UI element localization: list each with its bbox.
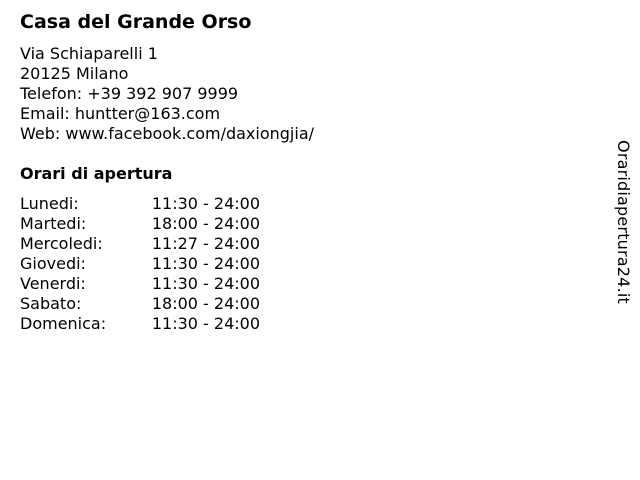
email-line: Email: huntter@163.com: [20, 104, 221, 123]
site-watermark: Oraridiapertura24.it: [614, 140, 633, 304]
hours-time-value: 11:30 - 24:00: [151, 274, 260, 293]
business-name: Casa del Grande Orso: [20, 11, 252, 33]
hours-day-label: Martedi:: [20, 214, 87, 233]
contact-block: [20, 44, 314, 144]
hours-day-label: Venerdi:: [20, 274, 86, 293]
address-city: 20125 Milano: [20, 64, 129, 83]
hours-row-friday: [20, 274, 270, 294]
hours-time-value: 11:30 - 24:00: [151, 254, 260, 273]
hours-row-saturday: [20, 294, 270, 314]
hours-row-sunday: [20, 314, 270, 334]
hours-day-label: Lunedi:: [20, 194, 79, 213]
hours-time-value: 11:30 - 24:00: [151, 314, 260, 333]
opening-hours-heading: Orari di apertura: [20, 164, 173, 183]
hours-row-thursday: [20, 254, 270, 274]
address-street: Via Schiaparelli 1: [20, 44, 158, 63]
hours-day-label: Giovedi:: [20, 254, 86, 273]
hours-day-label: Domenica:: [20, 314, 107, 333]
hours-time-value: 18:00 - 24:00: [151, 214, 260, 233]
phone-line: Telefon: +39 392 907 9999: [20, 84, 239, 103]
hours-time-value: 11:27 - 24:00: [151, 234, 260, 253]
web-line: Web: www.facebook.com/daxiongjia/: [20, 124, 315, 143]
opening-hours-table: [20, 194, 270, 334]
hours-day-label: Sabato:: [20, 294, 82, 313]
hours-day-label: Mercoledi:: [20, 234, 103, 253]
hours-time-value: 18:00 - 24:00: [151, 294, 260, 313]
hours-row-monday: [20, 194, 270, 214]
hours-time-value: 11:30 - 24:00: [151, 194, 260, 213]
hours-row-tuesday: [20, 214, 270, 234]
hours-row-wednesday: [20, 234, 270, 254]
